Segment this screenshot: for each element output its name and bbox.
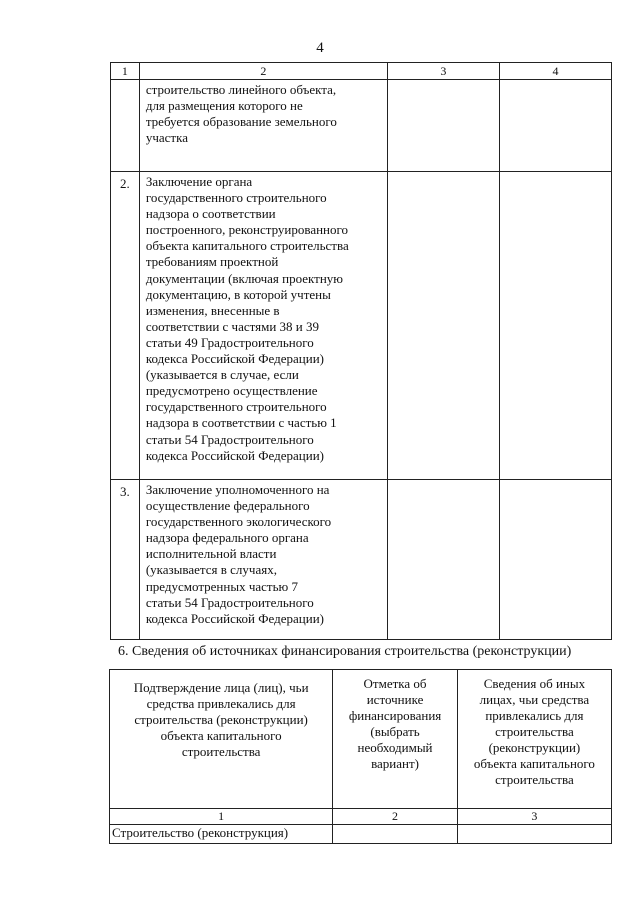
header-col-3: 3 — [387, 63, 499, 80]
text-line: надзора о соответствии — [145, 206, 276, 222]
text-line: документации (включая проектную — [145, 270, 343, 286]
other-persons-cell — [457, 825, 611, 844]
section-6-title: 6. Сведения об источниках финансирования строительства (реконструкции) — [118, 644, 572, 659]
text-line: необходимый — [357, 740, 433, 755]
text-line: участка — [145, 130, 188, 146]
text-line: соответствии с частями 38 и 39 — [145, 318, 320, 334]
text-line: Сведения об иных — [483, 676, 586, 691]
empty-cell — [499, 80, 611, 172]
col-number-1: 1 — [110, 809, 333, 825]
text-line: кодекса Российской Федерации) — [145, 447, 324, 463]
text-line: Подтверждение лица (лиц), чьи — [133, 680, 309, 695]
text-line: привлекались для — [485, 708, 584, 723]
text-line: строительства — [495, 724, 574, 739]
text-line: строительства — [181, 744, 261, 759]
empty-cell — [499, 480, 611, 640]
header-col-2: 2 — [139, 63, 387, 80]
text-line: лицах, чьи средства — [479, 692, 590, 707]
row-text — [139, 80, 387, 172]
table-header-row — [111, 63, 612, 80]
text-line: надзора в соответствии с частью 1 — [145, 415, 337, 431]
text-line: требованиям проектной — [145, 254, 279, 270]
page-number: 4 — [316, 40, 324, 56]
empty-cell — [387, 172, 499, 480]
text-line: строительства — [495, 772, 574, 787]
header-other-persons — [457, 670, 611, 809]
text-line: Отметка об — [363, 676, 427, 691]
header-col-4: 4 — [499, 63, 611, 80]
text-line: статьи 54 Градостроительного — [145, 594, 314, 610]
empty-cell — [387, 480, 499, 640]
empty-cell — [499, 172, 611, 480]
text-line: объекта капитального — [473, 756, 595, 771]
source-mark-cell — [333, 825, 458, 844]
text-line: строительство линейного объекта, — [145, 82, 337, 97]
text-line: статьи 49 Градостроительного — [145, 334, 314, 350]
header-col-1: 1 — [111, 63, 140, 80]
header-source-mark — [333, 670, 458, 809]
text-line: государственного экологического — [145, 514, 332, 530]
text-line: строительства (реконструкции) — [134, 712, 308, 727]
text-line: исполнительной власти — [145, 546, 277, 562]
text-line: (указывается в случаях, — [145, 562, 277, 578]
text-line: объекта капитального — [160, 728, 282, 743]
financing-number-row — [110, 809, 612, 825]
text-line: источнике — [366, 692, 424, 707]
financing-row — [110, 825, 612, 844]
documents-table — [110, 62, 612, 640]
text-line: предусмотренных частью 7 — [145, 578, 298, 594]
text-line: (указывается в случае, если — [145, 367, 299, 383]
empty-cell — [387, 80, 499, 172]
header-confirmation — [110, 670, 333, 809]
text-line: государственного строительного — [145, 190, 327, 206]
text-line: требуется образование земельного — [145, 114, 337, 130]
text-line: кодекса Российской Федерации) — [145, 610, 324, 626]
row-text — [139, 172, 387, 480]
text-line: финансирования — [348, 708, 442, 723]
row-number: 2. — [111, 172, 140, 480]
text-line: кодекса Российской Федерации) — [145, 351, 324, 367]
text-line: Заключение уполномоченного на — [145, 482, 330, 497]
text-line: государственного строительного — [145, 399, 327, 415]
financing-header-row — [110, 670, 612, 809]
text-line: (выбрать — [370, 724, 420, 739]
row-number: 3. — [111, 480, 140, 640]
row-text — [139, 480, 387, 640]
table-row — [111, 80, 612, 172]
financing-type-cell: Строительство (реконструкция) — [110, 825, 333, 844]
text-line: построенного, реконструированного — [145, 222, 349, 238]
table-row — [111, 480, 612, 640]
text-line: Заключение органа — [145, 174, 253, 189]
row-number — [111, 80, 140, 172]
text-line: изменения, внесенные в — [145, 302, 280, 318]
text-line: объекта капитального строительства — [145, 238, 349, 254]
text-line: осуществление федерального — [145, 498, 310, 514]
text-line: надзора федерального органа — [145, 530, 309, 546]
text-line: статьи 54 Градостроительного — [145, 431, 314, 447]
text-line: средства привлекались для — [146, 696, 296, 711]
table-row — [111, 172, 612, 480]
text-line: документацию, в которой учтены — [145, 286, 331, 302]
text-line: предусмотрено осуществление — [145, 383, 318, 399]
col-number-2: 2 — [333, 809, 458, 825]
col-number-3: 3 — [457, 809, 611, 825]
text-line: вариант) — [371, 756, 419, 771]
text-line: для размещения которого не — [145, 98, 303, 114]
financing-table — [109, 669, 612, 844]
text-line: (реконструкции) — [488, 740, 581, 755]
